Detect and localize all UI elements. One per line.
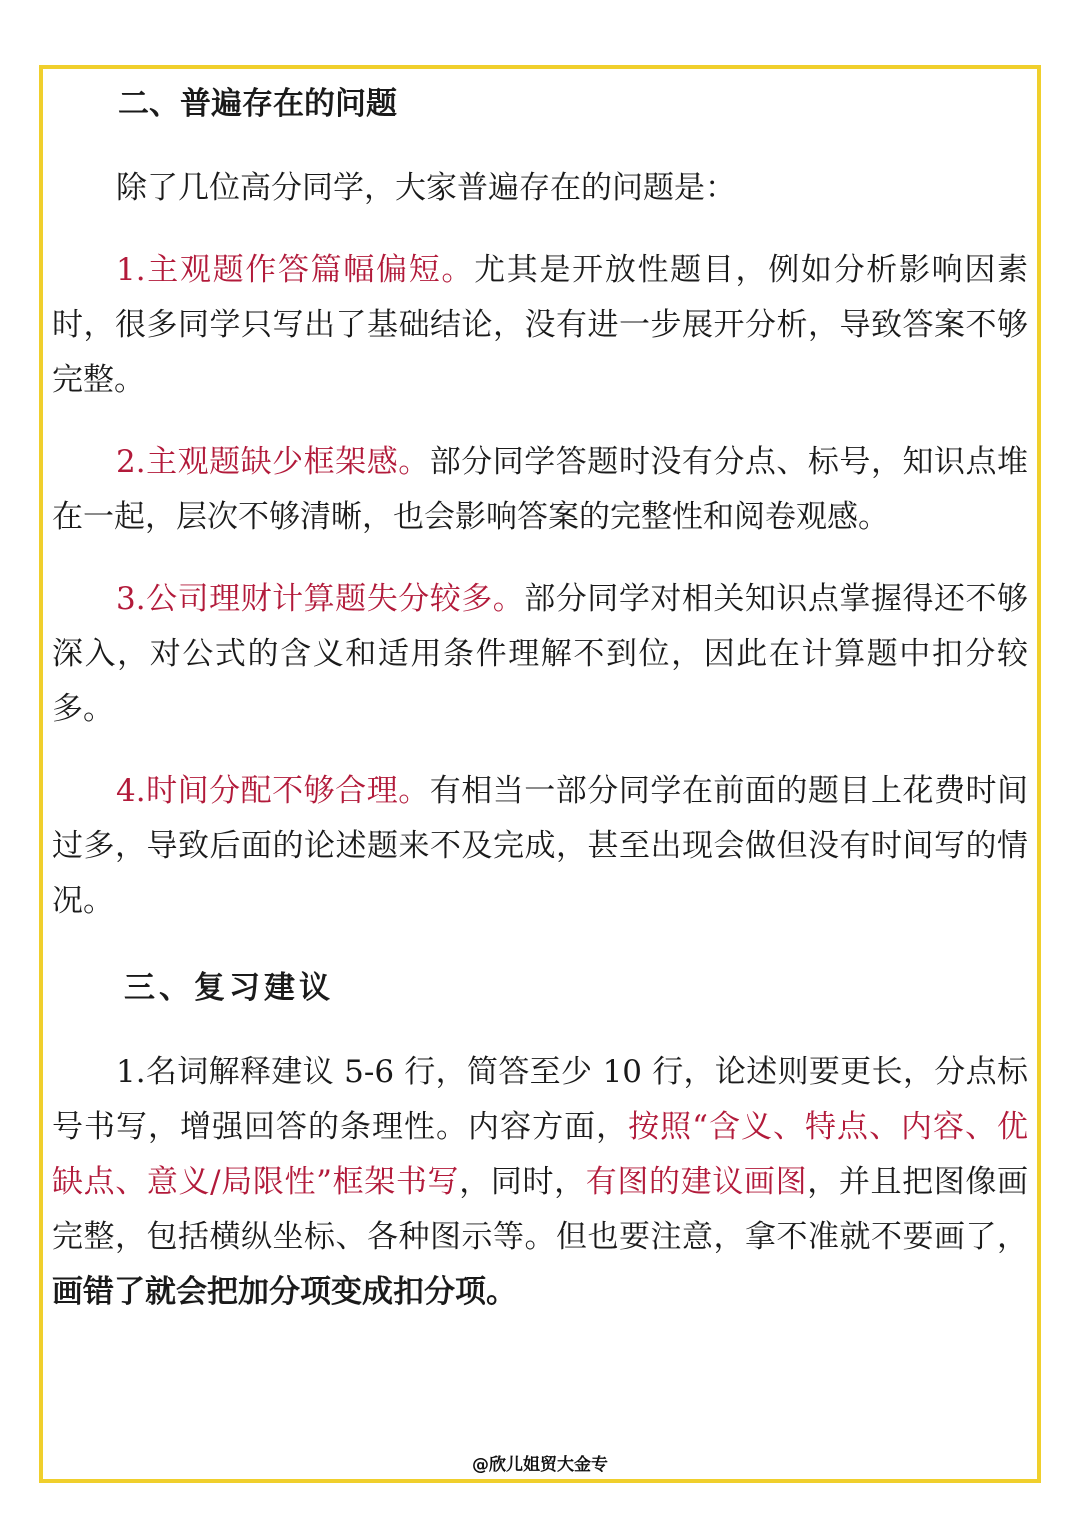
section-heading-advice: 三、复习建议 <box>124 970 334 1006</box>
document-body <box>52 75 1028 1320</box>
problem-item-1-text: 尤其是开放性题目，例如分析影响因素时，很多同学只写出了基础结论，没有进一步展开分析，导致答案不够完整。 <box>52 252 1029 398</box>
problems-intro: 除了几位高分同学，大家普遍存在的问题是： <box>116 170 736 206</box>
problem-item-1-label: 1.主观题作答篇幅偏短。 <box>116 252 475 288</box>
problem-item-2 <box>52 435 1028 545</box>
advice-item-1 <box>52 1045 1028 1320</box>
footer-watermark: @欣儿姐贸大金专 <box>472 1455 608 1475</box>
problem-item-1 <box>52 243 1028 408</box>
advice-item-1-part1: 1.名词解释建议 5-6 行，简答至少 10 行，论述则要更长，分点标号书写，增强回答的条理性。内容方面， <box>52 1054 1028 1145</box>
advice-item-1-part3: ，并且把图像画完整，包括横纵坐标、各种图示等。但也要注意，拿不准就不要画了， <box>52 1164 1029 1255</box>
advice-item-1-highlight-diagram: 有图的建议画图 <box>585 1164 808 1200</box>
advice-item-1-highlight-framework: 按照“含义、特点、内容、优缺点、意义/局限性”框架书写 <box>52 1109 1028 1200</box>
advice-item-1-bold-warning: 画错了就会把加分项变成扣分项。 <box>52 1274 517 1310</box>
problem-item-3-label: 3.公司理财计算题失分较多。 <box>116 581 525 617</box>
problem-item-4-label: 4.时间分配不够合理。 <box>116 773 430 809</box>
problem-item-2-label: 2.主观题缺少框架感。 <box>116 444 430 480</box>
advice-item-1-part2: ，同时， <box>459 1164 586 1200</box>
problem-item-2-text: 部分同学答题时没有分点、标号，知识点堆在一起，层次不够清晰，也会影响答案的完整性和阅卷观感。 <box>52 444 1029 535</box>
section-heading-problems: 二、普遍存在的问题 <box>118 86 397 122</box>
problem-item-3 <box>52 572 1028 737</box>
problem-item-3-text: 部分同学对相关知识点掌握得还不够深入，对公式的含义和适用条件理解不到位，因此在计算题中扣分较多。 <box>52 581 1029 727</box>
problem-item-4-text: 有相当一部分同学在前面的题目上花费时间过多，导致后面的论述题来不及完成，甚至出现会做但没有时间写的情况。 <box>52 773 1029 919</box>
problem-item-4 <box>52 764 1028 929</box>
